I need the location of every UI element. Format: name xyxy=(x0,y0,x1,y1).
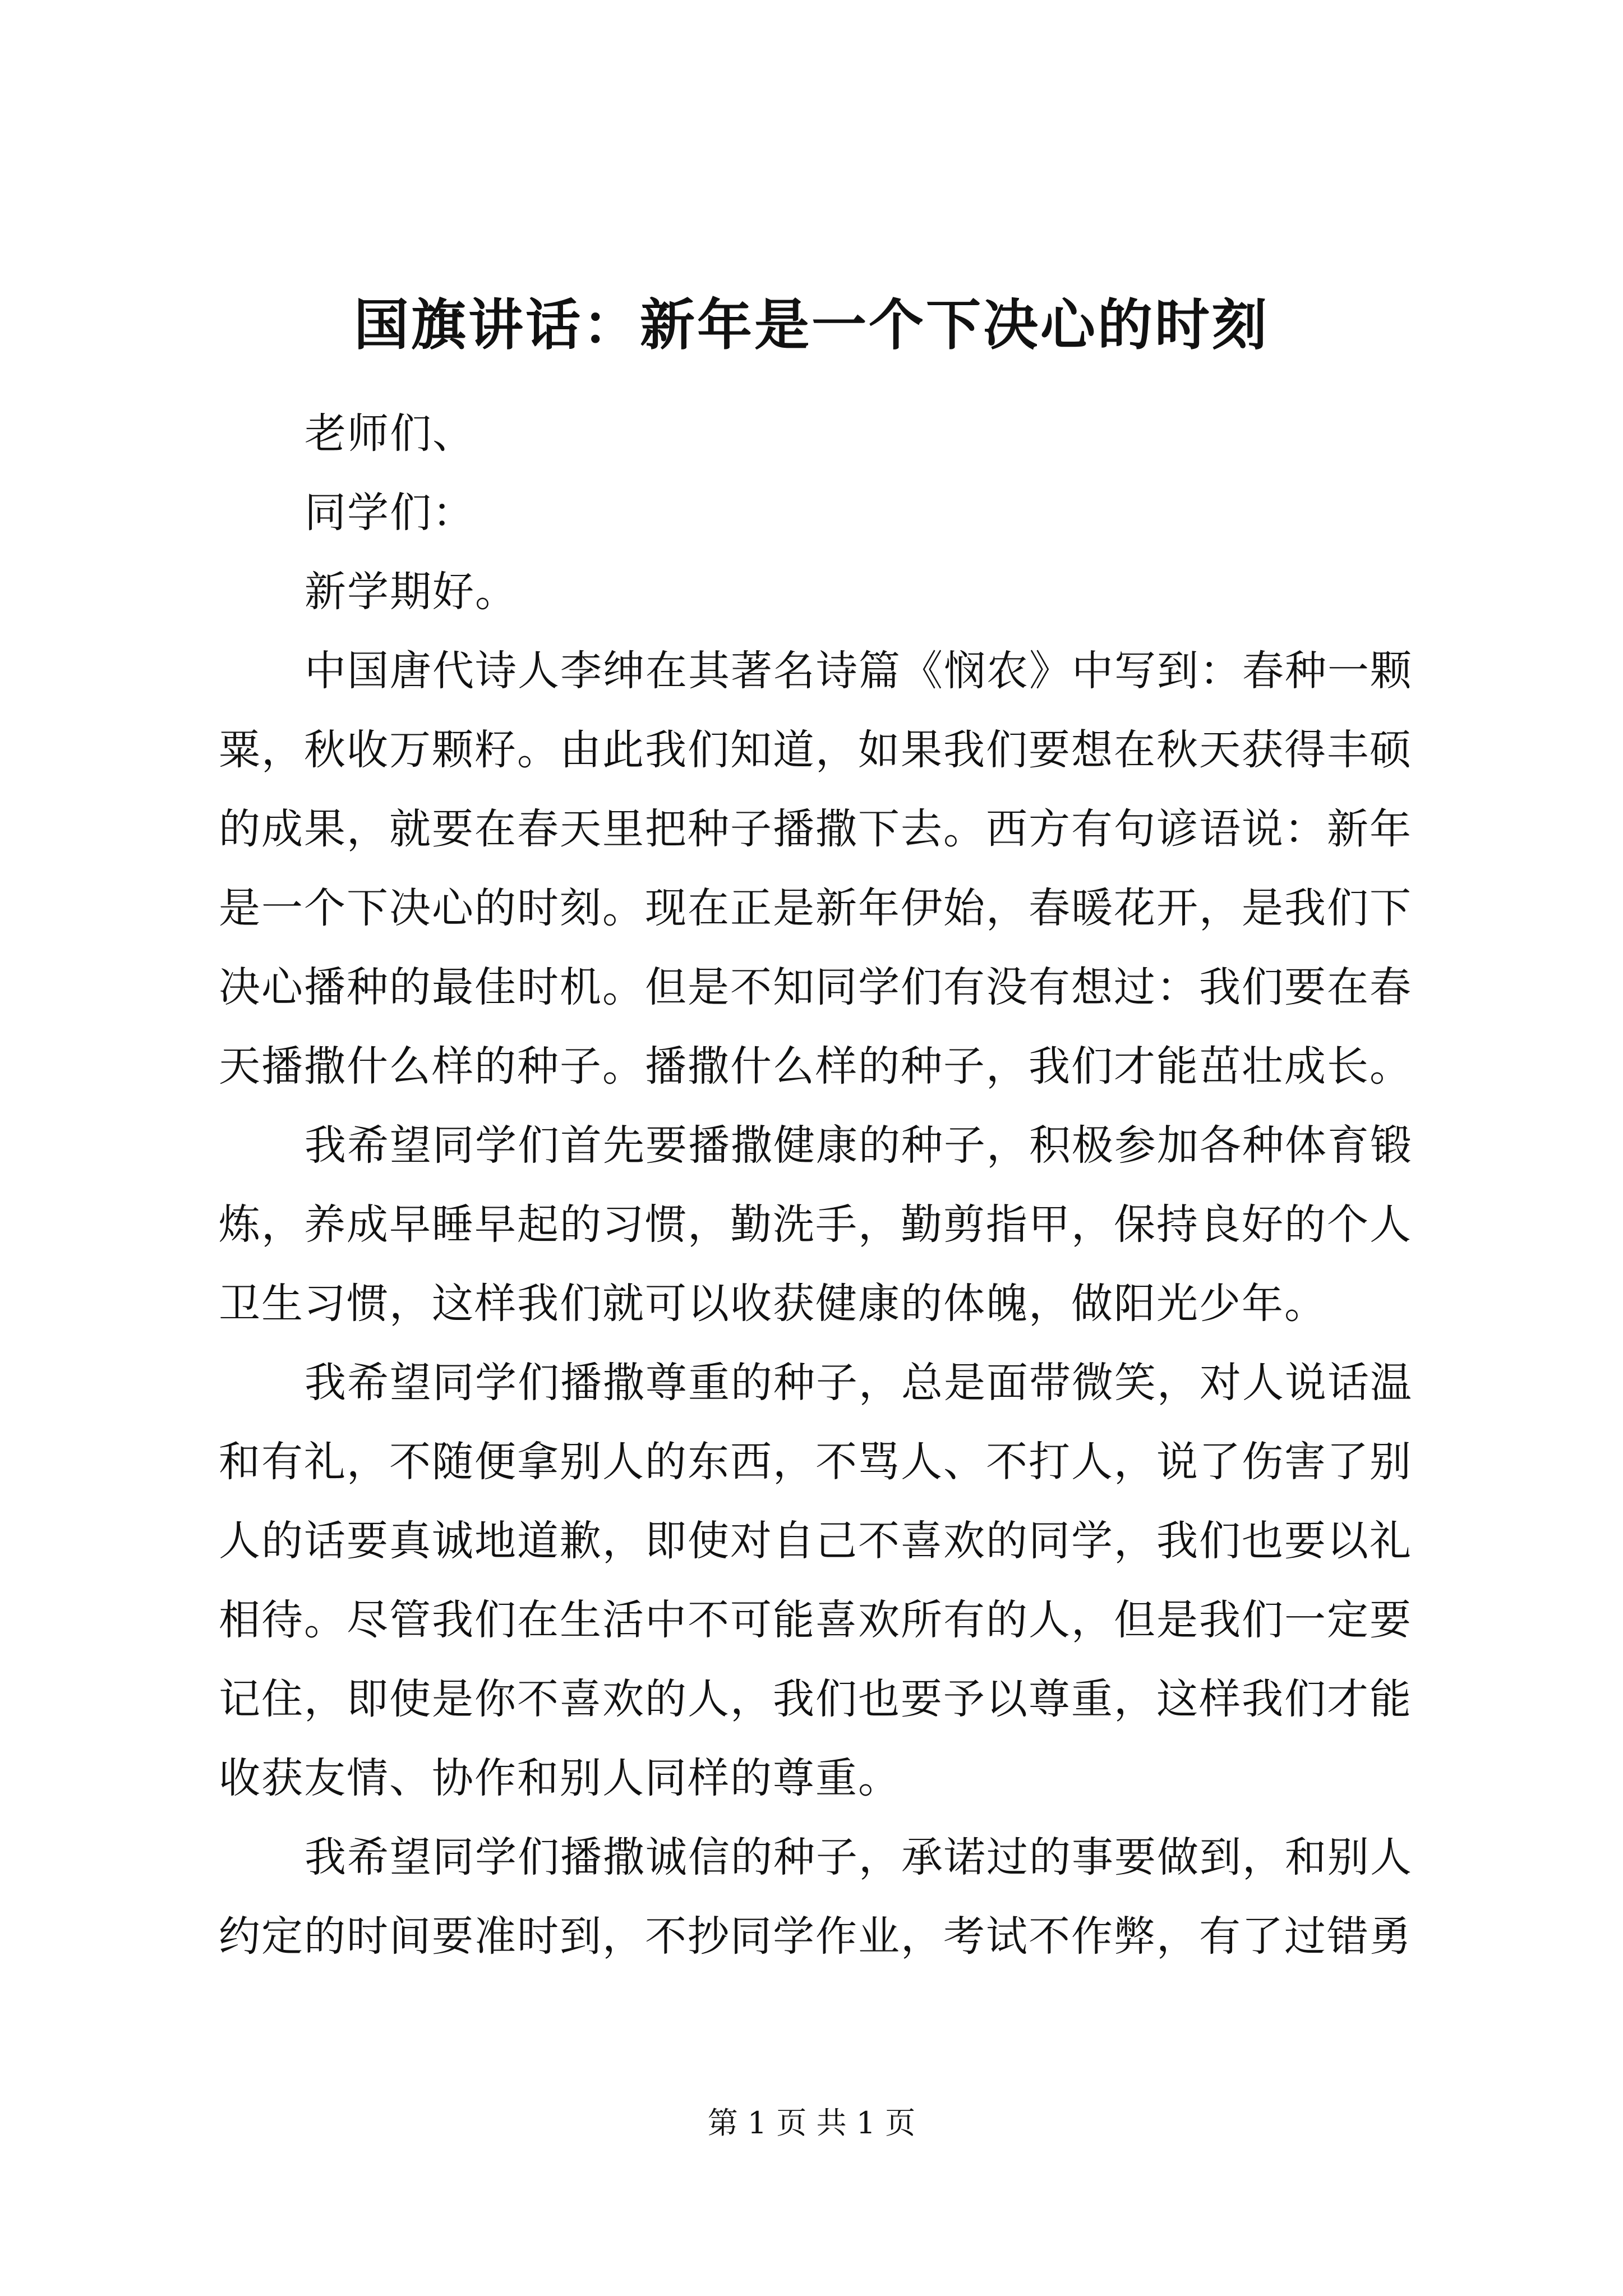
paragraph-line: 我希望同学们播撒尊重的种子，总是面带微笑，对人说话温 xyxy=(305,1359,1413,1407)
salutation-students: 同学们： xyxy=(305,489,475,537)
paragraph-line: 中国唐代诗人李绅在其著名诗篇《悯农》中写到：春种一颗 xyxy=(305,647,1413,695)
paragraph-line: 天播撒什么样的种子。播撒什么样的种子，我们才能茁壮成长。 xyxy=(219,1042,1412,1091)
greeting-line: 新学期好。 xyxy=(305,568,518,616)
paragraph-line: 是一个下决心的时刻。现在正是新年伊始，春暖花开，是我们下 xyxy=(219,884,1412,932)
paragraph-line: 决心播种的最佳时机。但是不知同学们有没有想过：我们要在春 xyxy=(219,963,1412,1011)
page-footer: 第 1 页 共 1 页 xyxy=(707,2105,916,2141)
paragraph-line: 炼，养成早睡早起的习惯，勤洗手，勤剪指甲，保持良好的个人 xyxy=(219,1200,1412,1249)
paragraph-line: 粟，秋收万颗籽。由此我们知道，如果我们要想在秋天获得丰硕 xyxy=(219,726,1412,774)
paragraph-line: 我希望同学们播撒诚信的种子，承诺过的事要做到，和别人 xyxy=(305,1833,1413,1881)
paragraph-line: 人的话要真诚地道歉，即使对自己不喜欢的同学，我们也要以礼 xyxy=(219,1517,1412,1565)
paragraph-line: 卫生习惯，这样我们就可以收获健康的体魄，做阳光少年。 xyxy=(219,1280,1327,1328)
paragraph-line: 约定的时间要准时到，不抄同学作业，考试不作弊，有了过错勇 xyxy=(219,1912,1412,1961)
paragraph-line: 记住，即使是你不喜欢的人，我们也要予以尊重，这样我们才能 xyxy=(219,1675,1412,1723)
paragraph-line: 的成果，就要在春天里把种子播撒下去。西方有句谚语说：新年 xyxy=(219,805,1412,853)
salutation-teachers: 老师们、 xyxy=(305,409,475,458)
paragraph-line: 和有礼，不随便拿别人的东西，不骂人、不打人，说了伤害了别 xyxy=(219,1438,1412,1486)
paragraph-line: 相待。尽管我们在生活中不可能喜欢所有的人，但是我们一定要 xyxy=(219,1596,1412,1644)
document-title: 国旗讲话：新年是一个下决心的时刻 xyxy=(353,293,1269,357)
paragraph-line: 我希望同学们首先要播撒健康的种子，积极参加各种体育锻 xyxy=(305,1121,1413,1170)
paragraph-line: 收获友情、协作和别人同样的尊重。 xyxy=(219,1754,901,1802)
